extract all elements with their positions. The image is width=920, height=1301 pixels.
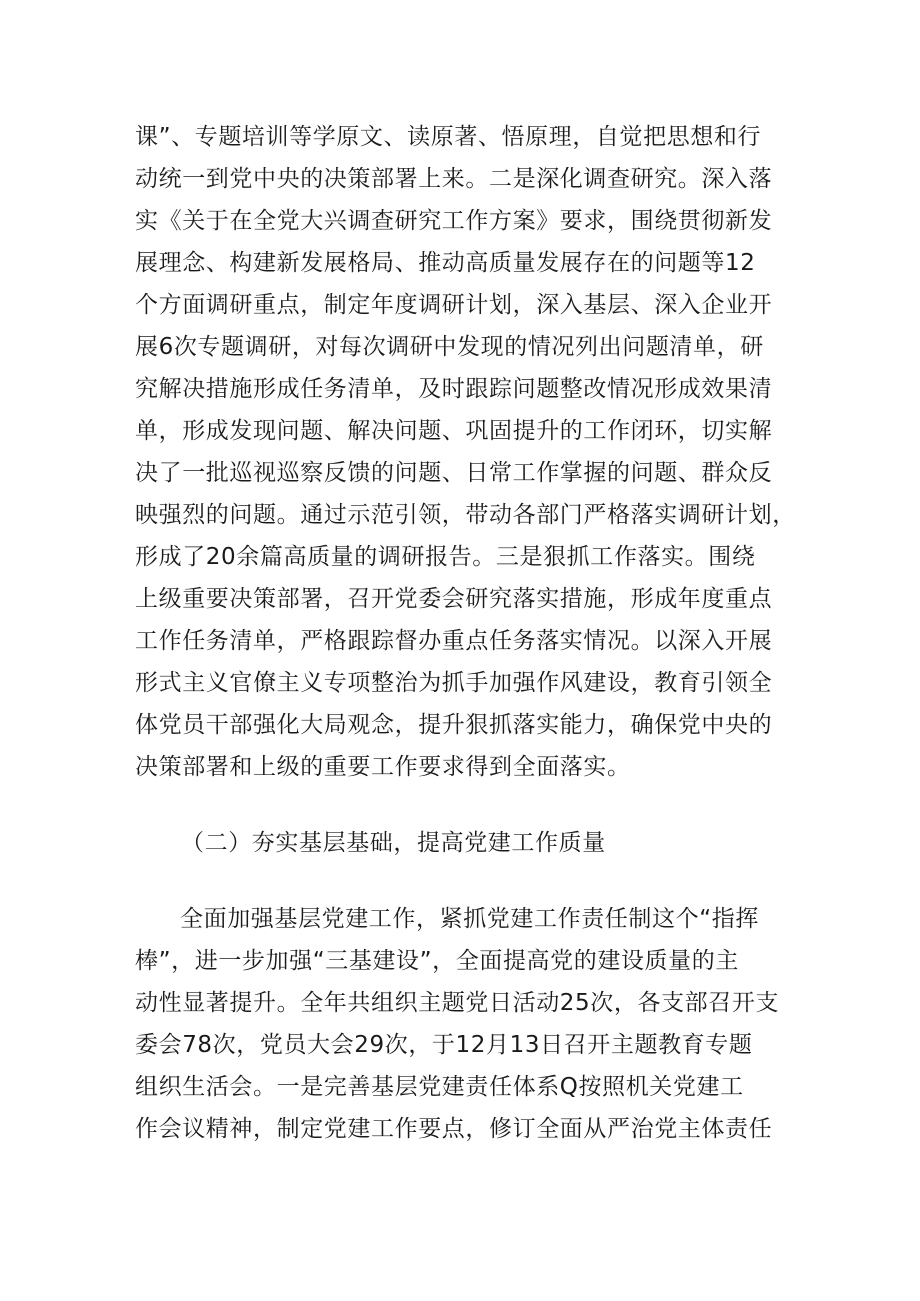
body-text-line: 组织生活会。一是完善基层党建责任体系Q按照机关党建工 [135,1074,744,1100]
body-text-line: 棒”，进一步加强“三基建设”，全面提高党的建设质量的主 [135,948,739,974]
body-text-line: 单，形成发现问题、解决问题、巩固提升的工作闭环，切实解 [135,418,773,444]
body-text-line: 课”、专题培训等学原文、读原著、悟原理，自觉把思想和行 [135,124,762,150]
body-text-line: 决了一批巡视巡察反馈的问题、日常工作掌握的问题、群众反 [135,460,773,486]
body-text-line: 展理念、构建新发展格局、推动高质量发展存在的问题等12 [135,250,756,276]
body-text-line: 工作任务清单，严格跟踪督办重点任务落实情况。以深入开展 [135,628,773,654]
body-text-line: 形成了20余篇高质量的调研报告。三是狠抓工作落实。围绕 [135,544,756,570]
body-text-line: 决策部署和上级的重要工作要求得到全面落实。 [135,754,631,780]
body-text-line: 体党员干部强化大局观念，提升狠抓落实能力，确保党中央的 [135,712,773,738]
body-text-line: 作会议精神，制定党建工作要点，修订全面从严治党主体责任 [135,1116,773,1142]
body-text-line: 究解决措施形成任务清单，及时跟踪问题整改情况形成效果清 [135,376,773,402]
section-heading: （二）夯实基层基础，提高党建工作质量 [181,830,606,856]
body-text-line: 映强烈的问题。通过示范引领，带动各部门严格落实调研计划， [135,502,796,528]
body-text-line: 全面加强基层党建工作，紧抓党建工作责任制这个“指挥 [180,906,759,932]
body-text-line: 个方面调研重点，制定年度调研计划，深入基层、深入企业开 [135,292,773,318]
body-text-line: 形式主义官僚主义专项整治为抓手加强作风建设，教育引领全 [135,670,773,696]
body-text-line: 委会78次，党员大会29次，于12月13日召开主题教育专题 [135,1032,753,1058]
body-text-line: 上级重要决策部署，召开党委会研究落实措施，形成年度重点 [135,586,773,612]
body-text-line: 动统一到党中央的决策部署上来。二是深化调查研究。深入落 [135,166,773,192]
body-text-line: 展6次专题调研，对每次调研中发现的情况列出问题清单，研 [135,334,764,360]
body-text-line: 动性显著提升。全年共组织主题党日活动25次，各支部召开支 [135,990,780,1016]
body-text-line: 实《关于在全党大兴调查研究工作方案》要求，围绕贯彻新发 [135,208,773,234]
